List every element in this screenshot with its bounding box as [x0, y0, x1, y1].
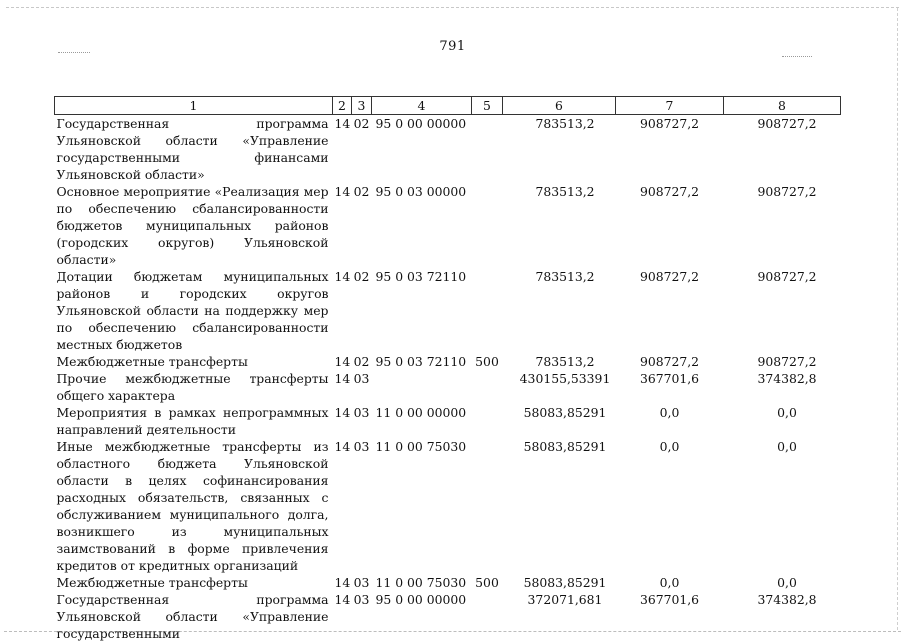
row-name: Государственная программа Ульяновской области «Управление государственными	[55, 591, 333, 642]
page-edge-right	[897, 8, 898, 630]
header-row	[55, 97, 841, 115]
row-expense-type	[472, 183, 503, 268]
header-cell-4: 4	[372, 97, 472, 115]
row-target-article: 95 0 03 00000	[372, 183, 472, 268]
row-name: Межбюджетные трансферты	[55, 574, 333, 591]
budget-table	[54, 96, 841, 642]
row-value-col8: 374382,8	[724, 591, 841, 642]
table-row	[55, 183, 841, 268]
row-target-article	[372, 370, 472, 404]
row-subsection: 03	[352, 404, 372, 438]
row-value-col6: 783513,2	[503, 353, 616, 370]
row-name: Дотации бюджетам муниципальных районов и городских округов Ульяновской области на поддержку мер по обеспечению сбалансированности местных бюджетов	[55, 268, 333, 353]
row-subsection: 02	[352, 353, 372, 370]
table-body	[55, 115, 841, 642]
row-value-col8: 908727,2	[724, 353, 841, 370]
row-value-col8: 0,0	[724, 574, 841, 591]
row-expense-type: 500	[472, 353, 503, 370]
row-value-col8: 908727,2	[724, 115, 841, 184]
table-row	[55, 353, 841, 370]
table-row	[55, 404, 841, 438]
row-subsection: 03	[352, 591, 372, 642]
row-subsection: 03	[352, 438, 372, 574]
row-target-article: 95 0 00 00000	[372, 591, 472, 642]
row-value-col6: 783513,2	[503, 115, 616, 184]
header-cell-7: 7	[616, 97, 724, 115]
row-section: 14	[333, 591, 352, 642]
header-cell-2: 2	[333, 97, 352, 115]
header-cell-5: 5	[472, 97, 503, 115]
scan-mark-right	[782, 56, 812, 57]
row-subsection: 02	[352, 115, 372, 184]
row-subsection: 03	[352, 370, 372, 404]
row-expense-type	[472, 438, 503, 574]
row-target-article: 95 0 03 72110	[372, 268, 472, 353]
row-name: Прочие межбюджетные трансферты общего характера	[55, 370, 333, 404]
row-section: 14	[333, 404, 352, 438]
row-value-col7: 908727,2	[616, 183, 724, 268]
row-name: Мероприятия в рамках непрограммных направлений деятельности	[55, 404, 333, 438]
row-value-col7: 367701,6	[616, 370, 724, 404]
row-value-col6: 58083,85291	[503, 574, 616, 591]
row-value-col6: 372071,681	[503, 591, 616, 642]
row-expense-type	[472, 370, 503, 404]
row-value-col6: 58083,85291	[503, 404, 616, 438]
table-row	[55, 115, 841, 184]
row-subsection: 03	[352, 574, 372, 591]
header-cell-6: 6	[503, 97, 616, 115]
row-target-article: 11 0 00 75030	[372, 438, 472, 574]
row-value-col6: 783513,2	[503, 183, 616, 268]
row-value-col7: 367701,6	[616, 591, 724, 642]
header-cell-8: 8	[724, 97, 841, 115]
page-number: 791	[0, 39, 905, 54]
row-expense-type	[472, 268, 503, 353]
row-section: 14	[333, 574, 352, 591]
row-section: 14	[333, 370, 352, 404]
table-row	[55, 370, 841, 404]
row-expense-type	[472, 404, 503, 438]
table-row	[55, 591, 841, 642]
row-name: Основное мероприятие «Реализация мер по обеспечению сбалансированности бюджетов муниципальных районов (городских округов) Ульяновской области»	[55, 183, 333, 268]
row-expense-type: 500	[472, 574, 503, 591]
header-cell-3: 3	[352, 97, 372, 115]
row-value-col8: 0,0	[724, 438, 841, 574]
row-section: 14	[333, 183, 352, 268]
row-value-col8: 908727,2	[724, 183, 841, 268]
table-row	[55, 268, 841, 353]
row-value-col7: 0,0	[616, 574, 724, 591]
row-subsection: 02	[352, 183, 372, 268]
row-name: Межбюджетные трансферты	[55, 353, 333, 370]
page-edge-top	[6, 7, 899, 8]
row-name: Иные межбюджетные трансферты из областного бюджета Ульяновской области в целях софинансирования расходных обязательств, связанных с обслуживанием муниципального долга, возникшего из муниципальных заимствований в форме привлечения кредитов от кредитных организаций	[55, 438, 333, 574]
row-value-col8: 374382,8	[724, 370, 841, 404]
header-cell-1: 1	[55, 97, 333, 115]
row-target-article: 95 0 00 00000	[372, 115, 472, 184]
row-value-col7: 908727,2	[616, 268, 724, 353]
table-header	[55, 97, 841, 115]
row-value-col6: 58083,85291	[503, 438, 616, 574]
table-row	[55, 438, 841, 574]
row-value-col7: 908727,2	[616, 115, 724, 184]
row-value-col7: 908727,2	[616, 353, 724, 370]
row-value-col8: 0,0	[724, 404, 841, 438]
row-section: 14	[333, 115, 352, 184]
row-value-col6: 783513,2	[503, 268, 616, 353]
row-target-article: 11 0 00 75030	[372, 574, 472, 591]
table-row	[55, 574, 841, 591]
row-target-article: 11 0 00 00000	[372, 404, 472, 438]
row-value-col7: 0,0	[616, 438, 724, 574]
row-value-col7: 0,0	[616, 404, 724, 438]
row-section: 14	[333, 353, 352, 370]
row-expense-type	[472, 591, 503, 642]
row-target-article: 95 0 03 72110	[372, 353, 472, 370]
row-section: 14	[333, 268, 352, 353]
row-value-col8: 908727,2	[724, 268, 841, 353]
row-value-col6: 430155,53391	[503, 370, 616, 404]
row-subsection: 02	[352, 268, 372, 353]
row-name: Государственная программа Ульяновской области «Управление государственными финансами Ульяновской области»	[55, 115, 333, 184]
row-expense-type	[472, 115, 503, 184]
row-section: 14	[333, 438, 352, 574]
